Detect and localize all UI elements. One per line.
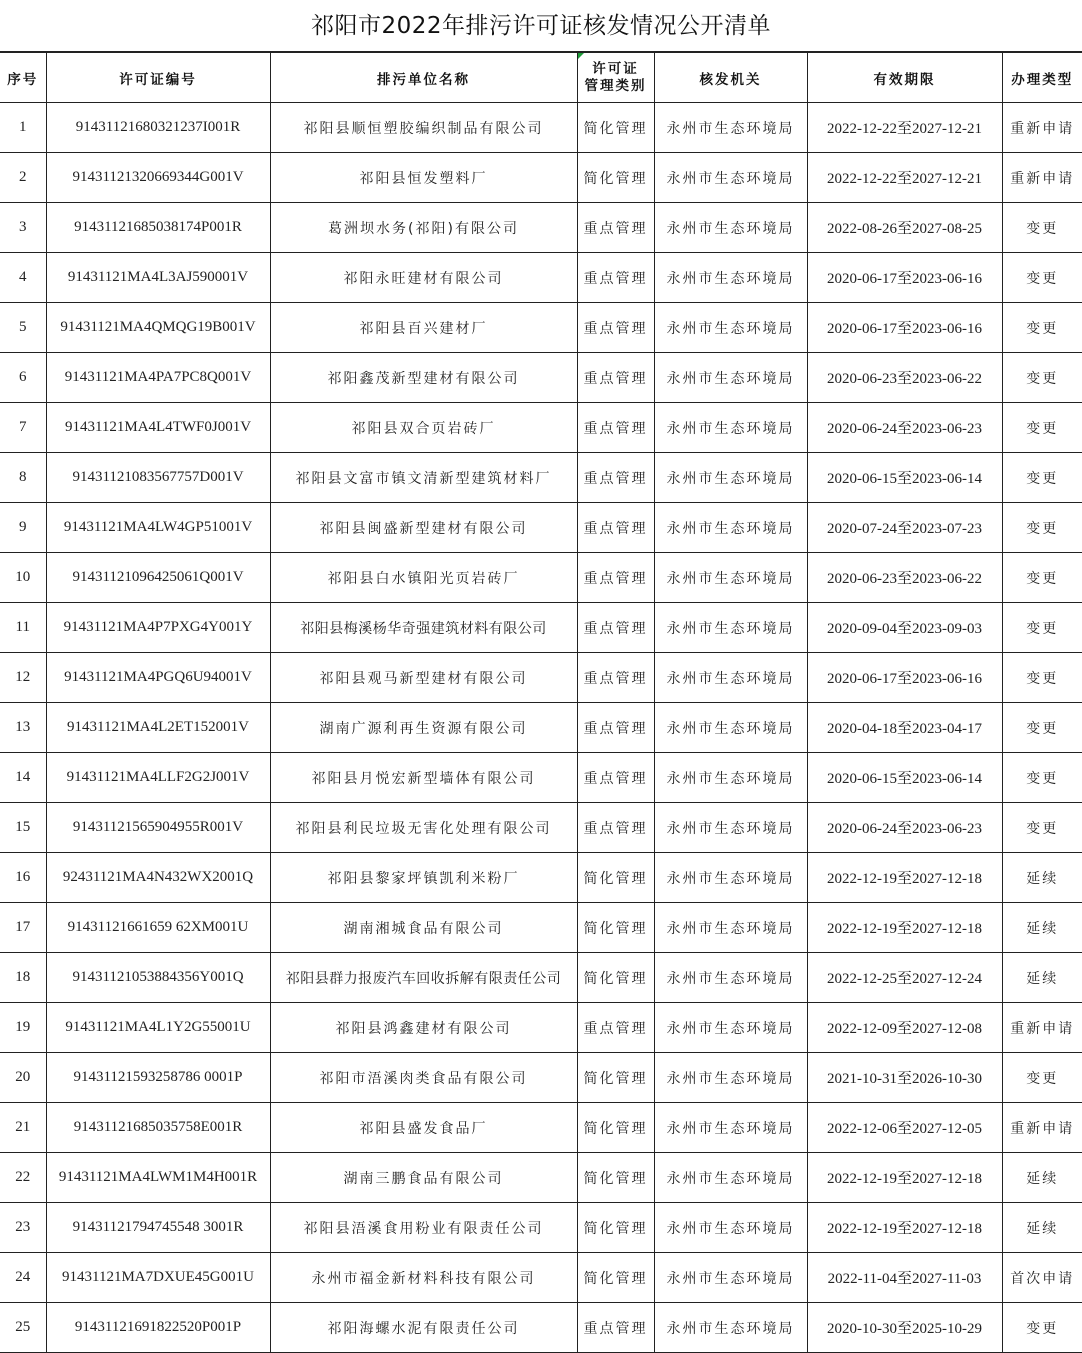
cell-validity: 2022-12-22至2027-12-21	[807, 103, 1002, 153]
cell-unit-name: 祁阳县白水镇阳光页岩砖厂	[270, 553, 577, 603]
cell-seq: 12	[0, 653, 46, 703]
cell-seq: 16	[0, 853, 46, 903]
cell-handle-type: 重新申请	[1002, 1103, 1082, 1153]
cell-permit-no: 91431121MA4L3AJ590001V	[46, 253, 270, 303]
cell-validity: 2022-12-19至2027-12-18	[807, 853, 1002, 903]
cell-unit-name: 祁阳县月悦宏新型墙体有限公司	[270, 753, 577, 803]
cell-mgmt-category: 重点管理	[577, 803, 654, 853]
cell-permit-no: 92431121MA4N432WX2001Q	[46, 853, 270, 903]
cell-permit-no: 91431121661659 62XM001U	[46, 903, 270, 953]
cell-handle-type: 变更	[1002, 203, 1082, 253]
cell-seq: 5	[0, 303, 46, 353]
cell-mgmt-category: 简化管理	[577, 953, 654, 1003]
cell-permit-no: 91431121MA4PA7PC8Q001V	[46, 353, 270, 403]
cell-validity: 2020-06-15至2023-06-14	[807, 753, 1002, 803]
cell-validity: 2022-12-25至2027-12-24	[807, 953, 1002, 1003]
table-row	[0, 303, 1082, 353]
table-row	[0, 753, 1082, 803]
cell-unit-name: 祁阳市浯溪肉类食品有限公司	[270, 1053, 577, 1103]
cell-unit-name: 葛洲坝水务(祁阳)有限公司	[270, 203, 577, 253]
cell-unit-name: 祁阳县双合页岩砖厂	[270, 403, 577, 453]
cell-mgmt-category: 重点管理	[577, 403, 654, 453]
cell-unit-name: 祁阳县利民垃圾无害化处理有限公司	[270, 803, 577, 853]
table-row	[0, 603, 1082, 653]
cell-handle-type: 变更	[1002, 1053, 1082, 1103]
table-row	[0, 203, 1082, 253]
cell-permit-no: 91431121053884356Y001Q	[46, 953, 270, 1003]
cell-issuer: 永州市生态环境局	[654, 803, 807, 853]
cell-permit-no: 91431121685038174P001R	[46, 203, 270, 253]
cell-issuer: 永州市生态环境局	[654, 953, 807, 1003]
cell-seq: 15	[0, 803, 46, 853]
cell-handle-type: 延续	[1002, 953, 1082, 1003]
cell-mgmt-category: 重点管理	[577, 553, 654, 603]
header-handle-type: 办理类型	[1002, 53, 1082, 103]
cell-unit-name: 祁阳县恒发塑料厂	[270, 153, 577, 203]
cell-seq: 9	[0, 503, 46, 553]
header-row	[0, 53, 1082, 103]
cell-mgmt-category: 简化管理	[577, 1203, 654, 1253]
table-row	[0, 453, 1082, 503]
cell-unit-name: 祁阳县盛发食品厂	[270, 1103, 577, 1153]
cell-permit-no: 91431121MA4LLF2G2J001V	[46, 753, 270, 803]
cell-seq: 11	[0, 603, 46, 653]
table-row	[0, 1003, 1082, 1053]
cell-unit-name: 祁阳县闽盛新型建材有限公司	[270, 503, 577, 553]
cell-issuer: 永州市生态环境局	[654, 753, 807, 803]
table-row	[0, 903, 1082, 953]
cell-validity: 2022-12-22至2027-12-21	[807, 153, 1002, 203]
cell-mgmt-category: 简化管理	[577, 1153, 654, 1203]
cell-issuer: 永州市生态环境局	[654, 703, 807, 753]
table-row	[0, 1253, 1082, 1303]
cell-validity: 2020-06-23至2023-06-22	[807, 353, 1002, 403]
cell-permit-no: 91431121593258786 0001P	[46, 1053, 270, 1103]
cell-permit-no: 91431121096425061Q001V	[46, 553, 270, 603]
cell-handle-type: 重新申请	[1002, 103, 1082, 153]
cell-mgmt-category: 重点管理	[577, 603, 654, 653]
cell-handle-type: 变更	[1002, 453, 1082, 503]
cell-mgmt-category: 简化管理	[577, 103, 654, 153]
table-row	[0, 1203, 1082, 1253]
cell-handle-type: 变更	[1002, 753, 1082, 803]
cell-handle-type: 变更	[1002, 653, 1082, 703]
cell-seq: 13	[0, 703, 46, 753]
cell-seq: 2	[0, 153, 46, 203]
cell-handle-type: 变更	[1002, 1303, 1082, 1353]
cell-mgmt-category: 重点管理	[577, 253, 654, 303]
cell-issuer: 永州市生态环境局	[654, 1203, 807, 1253]
cell-validity: 2020-06-24至2023-06-23	[807, 803, 1002, 853]
cell-permit-no: 91431121565904955R001V	[46, 803, 270, 853]
cell-mgmt-category: 重点管理	[577, 653, 654, 703]
cell-permit-no: 91431121680321237I001R	[46, 103, 270, 153]
table-row	[0, 153, 1082, 203]
cell-permit-no: 91431121MA4LWM1M4H001R	[46, 1153, 270, 1203]
cell-issuer: 永州市生态环境局	[654, 1253, 807, 1303]
cell-seq: 21	[0, 1103, 46, 1153]
cell-seq: 20	[0, 1053, 46, 1103]
cell-permit-no: 91431121MA4L2ET152001V	[46, 703, 270, 753]
cell-issuer: 永州市生态环境局	[654, 1103, 807, 1153]
cell-validity: 2022-12-06至2027-12-05	[807, 1103, 1002, 1153]
cell-seq: 23	[0, 1203, 46, 1253]
cell-mgmt-category: 重点管理	[577, 453, 654, 503]
table-row	[0, 253, 1082, 303]
header-issuer: 核发机关	[654, 53, 807, 103]
cell-handle-type: 变更	[1002, 403, 1082, 453]
cell-validity: 2020-04-18至2023-04-17	[807, 703, 1002, 753]
table-row	[0, 353, 1082, 403]
cell-mgmt-category: 简化管理	[577, 853, 654, 903]
table-row	[0, 1153, 1082, 1203]
cell-handle-type: 变更	[1002, 553, 1082, 603]
cell-seq: 1	[0, 103, 46, 153]
comment-marker-icon	[578, 53, 584, 59]
cell-seq: 8	[0, 453, 46, 503]
cell-permit-no: 91431121320669344G001V	[46, 153, 270, 203]
cell-mgmt-category: 重点管理	[577, 503, 654, 553]
cell-unit-name: 祁阳鑫茂新型建材有限公司	[270, 353, 577, 403]
cell-handle-type: 变更	[1002, 503, 1082, 553]
cell-mgmt-category: 简化管理	[577, 1253, 654, 1303]
cell-unit-name: 祁阳县百兴建材厂	[270, 303, 577, 353]
cell-seq: 18	[0, 953, 46, 1003]
cell-permit-no: 91431121083567757D001V	[46, 453, 270, 503]
cell-issuer: 永州市生态环境局	[654, 1003, 807, 1053]
cell-validity: 2020-06-17至2023-06-16	[807, 303, 1002, 353]
cell-unit-name: 祁阳县梅溪杨华奇强建筑材料有限公司	[270, 603, 577, 653]
table-row	[0, 403, 1082, 453]
cell-seq: 17	[0, 903, 46, 953]
cell-unit-name: 祁阳海螺水泥有限责任公司	[270, 1303, 577, 1353]
cell-validity: 2020-06-15至2023-06-14	[807, 453, 1002, 503]
table-row	[0, 703, 1082, 753]
cell-validity: 2020-07-24至2023-07-23	[807, 503, 1002, 553]
cell-permit-no: 91431121MA4L4TWF0J001V	[46, 403, 270, 453]
cell-unit-name: 祁阳县群力报废汽车回收拆解有限责任公司	[270, 953, 577, 1003]
cell-handle-type: 重新申请	[1002, 153, 1082, 203]
cell-seq: 7	[0, 403, 46, 453]
cell-handle-type: 延续	[1002, 1203, 1082, 1253]
cell-seq: 24	[0, 1253, 46, 1303]
cell-seq: 25	[0, 1303, 46, 1353]
cell-mgmt-category: 重点管理	[577, 353, 654, 403]
table-row	[0, 1303, 1082, 1353]
cell-issuer: 永州市生态环境局	[654, 1053, 807, 1103]
cell-issuer: 永州市生态环境局	[654, 303, 807, 353]
cell-unit-name: 湖南湘城食品有限公司	[270, 903, 577, 953]
page-title: 祁阳市2022年排污许可证核发情况公开清单	[0, 0, 1082, 52]
table-row	[0, 653, 1082, 703]
cell-mgmt-category: 重点管理	[577, 1003, 654, 1053]
cell-issuer: 永州市生态环境局	[654, 103, 807, 153]
table-row	[0, 103, 1082, 153]
cell-permit-no: 91431121794745548 3001R	[46, 1203, 270, 1253]
cell-unit-name: 祁阳县鸿鑫建材有限公司	[270, 1003, 577, 1053]
cell-handle-type: 变更	[1002, 703, 1082, 753]
cell-validity: 2022-08-26至2027-08-25	[807, 203, 1002, 253]
cell-seq: 6	[0, 353, 46, 403]
cell-validity: 2020-10-30至2025-10-29	[807, 1303, 1002, 1353]
cell-mgmt-category: 重点管理	[577, 1303, 654, 1353]
cell-unit-name: 祁阳县浯溪食用粉业有限责任公司	[270, 1203, 577, 1253]
cell-handle-type: 首次申请	[1002, 1253, 1082, 1303]
cell-seq: 22	[0, 1153, 46, 1203]
cell-unit-name: 永州市福金新材料科技有限公司	[270, 1253, 577, 1303]
cell-handle-type: 变更	[1002, 603, 1082, 653]
table-row	[0, 503, 1082, 553]
cell-validity: 2022-12-09至2027-12-08	[807, 1003, 1002, 1053]
cell-seq: 3	[0, 203, 46, 253]
cell-handle-type: 延续	[1002, 903, 1082, 953]
cell-permit-no: 91431121MA4PGQ6U94001V	[46, 653, 270, 703]
table-row	[0, 803, 1082, 853]
cell-mgmt-category: 重点管理	[577, 703, 654, 753]
table-row	[0, 553, 1082, 603]
cell-issuer: 永州市生态环境局	[654, 553, 807, 603]
table-row	[0, 1053, 1082, 1103]
cell-handle-type: 延续	[1002, 1153, 1082, 1203]
cell-mgmt-category: 重点管理	[577, 203, 654, 253]
cell-issuer: 永州市生态环境局	[654, 403, 807, 453]
cell-issuer: 永州市生态环境局	[654, 153, 807, 203]
cell-issuer: 永州市生态环境局	[654, 253, 807, 303]
cell-issuer: 永州市生态环境局	[654, 653, 807, 703]
cell-issuer: 永州市生态环境局	[654, 203, 807, 253]
cell-mgmt-category: 简化管理	[577, 1103, 654, 1153]
cell-validity: 2022-12-19至2027-12-18	[807, 1153, 1002, 1203]
cell-handle-type: 变更	[1002, 353, 1082, 403]
header-mgmt-line1: 许可证	[592, 60, 639, 77]
cell-unit-name: 祁阳县顺恒塑胶编织制品有限公司	[270, 103, 577, 153]
header-permit-no: 许可证编号	[46, 53, 270, 103]
header-validity: 有效期限	[807, 53, 1002, 103]
header-mgmt-line2: 管理类别	[584, 77, 647, 94]
cell-mgmt-category: 简化管理	[577, 903, 654, 953]
cell-validity: 2020-06-17至2023-06-16	[807, 253, 1002, 303]
cell-issuer: 永州市生态环境局	[654, 903, 807, 953]
cell-issuer: 永州市生态环境局	[654, 353, 807, 403]
cell-unit-name: 湖南广源利再生资源有限公司	[270, 703, 577, 753]
cell-permit-no: 91431121691822520P001P	[46, 1303, 270, 1353]
cell-handle-type: 变更	[1002, 303, 1082, 353]
cell-issuer: 永州市生态环境局	[654, 453, 807, 503]
cell-issuer: 永州市生态环境局	[654, 1303, 807, 1353]
cell-permit-no: 91431121MA4P7PXG4Y001Y	[46, 603, 270, 653]
cell-unit-name: 祁阳县黎家坪镇凯利米粉厂	[270, 853, 577, 903]
cell-seq: 14	[0, 753, 46, 803]
cell-seq: 19	[0, 1003, 46, 1053]
cell-issuer: 永州市生态环境局	[654, 503, 807, 553]
table-row	[0, 953, 1082, 1003]
cell-unit-name: 湖南三鹏食品有限公司	[270, 1153, 577, 1203]
table-row	[0, 853, 1082, 903]
cell-handle-type: 重新申请	[1002, 1003, 1082, 1053]
cell-permit-no: 91431121MA7DXUE45G001U	[46, 1253, 270, 1303]
cell-permit-no: 91431121MA4LW4GP51001V	[46, 503, 270, 553]
cell-validity: 2020-06-23至2023-06-22	[807, 553, 1002, 603]
cell-unit-name: 祁阳永旺建材有限公司	[270, 253, 577, 303]
header-unit-name: 排污单位名称	[270, 53, 577, 103]
cell-permit-no: 91431121MA4QMQG19B001V	[46, 303, 270, 353]
cell-validity: 2020-09-04至2023-09-03	[807, 603, 1002, 653]
table-row	[0, 1103, 1082, 1153]
cell-unit-name: 祁阳县文富市镇文清新型建筑材料厂	[270, 453, 577, 503]
cell-validity: 2022-11-04至2027-11-03	[807, 1253, 1002, 1303]
cell-issuer: 永州市生态环境局	[654, 1153, 807, 1203]
cell-handle-type: 变更	[1002, 253, 1082, 303]
cell-unit-name: 祁阳县观马新型建材有限公司	[270, 653, 577, 703]
cell-mgmt-category: 简化管理	[577, 153, 654, 203]
cell-permit-no: 91431121685035758E001R	[46, 1103, 270, 1153]
permit-table	[0, 52, 1082, 1353]
cell-validity: 2020-06-24至2023-06-23	[807, 403, 1002, 453]
header-seq: 序号	[0, 53, 46, 103]
cell-validity: 2020-06-17至2023-06-16	[807, 653, 1002, 703]
cell-validity: 2022-12-19至2027-12-18	[807, 903, 1002, 953]
cell-mgmt-category: 重点管理	[577, 303, 654, 353]
cell-seq: 10	[0, 553, 46, 603]
cell-validity: 2022-12-19至2027-12-18	[807, 1203, 1002, 1253]
cell-handle-type: 变更	[1002, 803, 1082, 853]
cell-issuer: 永州市生态环境局	[654, 603, 807, 653]
cell-permit-no: 91431121MA4L1Y2G55001U	[46, 1003, 270, 1053]
cell-issuer: 永州市生态环境局	[654, 853, 807, 903]
cell-seq: 4	[0, 253, 46, 303]
cell-handle-type: 延续	[1002, 853, 1082, 903]
cell-validity: 2021-10-31至2026-10-30	[807, 1053, 1002, 1103]
header-mgmt-category	[577, 53, 654, 103]
cell-mgmt-category: 重点管理	[577, 753, 654, 803]
cell-mgmt-category: 简化管理	[577, 1053, 654, 1103]
